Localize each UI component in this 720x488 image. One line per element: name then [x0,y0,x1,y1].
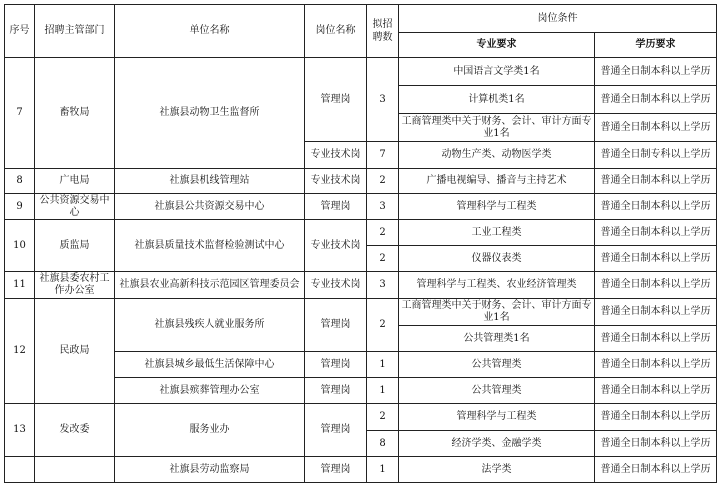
cell-unit: 社旗县动物卫生监督所 [115,58,305,169]
cell-major: 公共管理类 [399,352,595,378]
cell-plan: 3 [367,58,399,142]
cell-edu: 普通全日制本科以上学历 [595,378,717,404]
cell-dept: 公共资源交易中心 [35,194,115,220]
cell-edu: 普通全日制本科以上学历 [595,58,717,86]
cell-unit: 社旗县残疾人就业服务所 [115,299,305,352]
cell-major: 仪器仪表类 [399,246,595,272]
cell-dept: 质监局 [35,220,115,272]
table-row [5,194,717,220]
cell-edu: 普通全日制专科以上学历 [595,142,717,169]
cell-plan: 2 [367,299,399,352]
cell-major: 计算机类1名 [399,86,595,114]
cell-unit: 社旗县劳动监察局 [115,457,305,483]
header-unit: 单位名称 [115,5,305,58]
header-row [5,5,717,33]
header-plan: 拟招聘数 [367,5,399,58]
table-row [5,58,717,86]
header-major: 专业要求 [399,33,595,58]
cell-edu: 普通全日制本科以上学历 [595,169,717,194]
cell-seq: 12 [5,299,35,404]
cell-post: 管理岗 [305,194,367,220]
cell-seq [5,457,35,483]
cell-post: 管理岗 [305,299,367,352]
cell-plan: 2 [367,169,399,194]
cell-edu: 普通全日制本科以上学历 [595,246,717,272]
cell-edu: 普通全日制本科以上学历 [595,114,717,142]
cell-seq: 8 [5,169,35,194]
cell-unit: 服务业办 [115,404,305,457]
cell-seq: 7 [5,58,35,169]
cell-post: 专业技术岗 [305,272,367,299]
cell-dept: 民政局 [35,299,115,404]
cell-unit: 社旗县农业高新科技示范园区管理委员会 [115,272,305,299]
cell-edu: 普通全日制本科以上学历 [595,299,717,326]
table-row [5,272,717,299]
cell-major: 广播电视编导、播音与主持艺术 [399,169,595,194]
cell-major: 管理科学与工程类 [399,194,595,220]
cell-major: 工商管理类中关于财务、会计、审计方面专业1名 [399,299,595,326]
cell-dept: 广电局 [35,169,115,194]
cell-plan: 2 [367,404,399,431]
cell-major: 公共管理类 [399,378,595,404]
cell-post: 管理岗 [305,352,367,378]
cell-post: 专业技术岗 [305,142,367,169]
cell-plan: 1 [367,457,399,483]
cell-post: 专业技术岗 [305,169,367,194]
cell-major: 管理科学与工程类 [399,404,595,431]
header-seq: 序号 [5,5,35,58]
recruitment-table [4,4,717,483]
header-post: 岗位名称 [305,5,367,58]
cell-edu: 普通全日制本科以上学历 [595,431,717,457]
cell-post: 管理岗 [305,378,367,404]
cell-edu: 普通全日制本科以上学历 [595,404,717,431]
cell-major: 公共管理类1名 [399,326,595,352]
cell-edu: 普通全日制本科以上学历 [595,326,717,352]
cell-dept: 畜牧局 [35,58,115,169]
cell-post: 专业技术岗 [305,220,367,272]
cell-post: 管理岗 [305,404,367,457]
table-row [5,169,717,194]
cell-edu: 普通全日制本科以上学历 [595,86,717,114]
cell-major: 管理科学与工程类、农业经济管理类 [399,272,595,299]
cell-edu: 普通全日制本科以上学历 [595,272,717,299]
cell-seq: 11 [5,272,35,299]
cell-plan: 3 [367,272,399,299]
cell-plan: 7 [367,142,399,169]
table-row [5,404,717,431]
cell-post: 管理岗 [305,58,367,142]
cell-major: 动物生产类、动物医学类 [399,142,595,169]
cell-dept: 社旗县委农村工作办公室 [35,272,115,299]
header-edu: 学历要求 [595,33,717,58]
cell-unit: 社旗县城乡最低生活保障中心 [115,352,305,378]
cell-plan: 1 [367,352,399,378]
cell-plan: 8 [367,431,399,457]
cell-unit: 社旗县公共资源交易中心 [115,194,305,220]
cell-major: 法学类 [399,457,595,483]
cell-post: 管理岗 [305,457,367,483]
cell-edu: 普通全日制本科以上学历 [595,457,717,483]
cell-seq: 9 [5,194,35,220]
table-row [5,299,717,326]
table-row [5,457,717,483]
header-conditions: 岗位条件 [399,5,717,33]
cell-unit: 社旗县质量技术监督检验测试中心 [115,220,305,272]
cell-dept [35,457,115,483]
cell-edu: 普通全日制本科以上学历 [595,220,717,246]
cell-plan: 3 [367,194,399,220]
cell-plan: 2 [367,246,399,272]
cell-edu: 普通全日制本科以上学历 [595,352,717,378]
cell-major: 工业工程类 [399,220,595,246]
cell-major: 工商管理类中关于财务、会计、审计方面专业1名 [399,114,595,142]
cell-dept: 发改委 [35,404,115,457]
cell-plan: 2 [367,220,399,246]
header-dept: 招聘主管部门 [35,5,115,58]
cell-plan: 1 [367,378,399,404]
cell-major: 中国语言文学类1名 [399,58,595,86]
cell-seq: 10 [5,220,35,272]
table-row [5,220,717,246]
cell-unit: 社旗县机线管理站 [115,169,305,194]
cell-unit: 社旗县殡葬管理办公室 [115,378,305,404]
cell-seq: 13 [5,404,35,457]
cell-major: 经济学类、金融学类 [399,431,595,457]
cell-edu: 普通全日制本科以上学历 [595,194,717,220]
